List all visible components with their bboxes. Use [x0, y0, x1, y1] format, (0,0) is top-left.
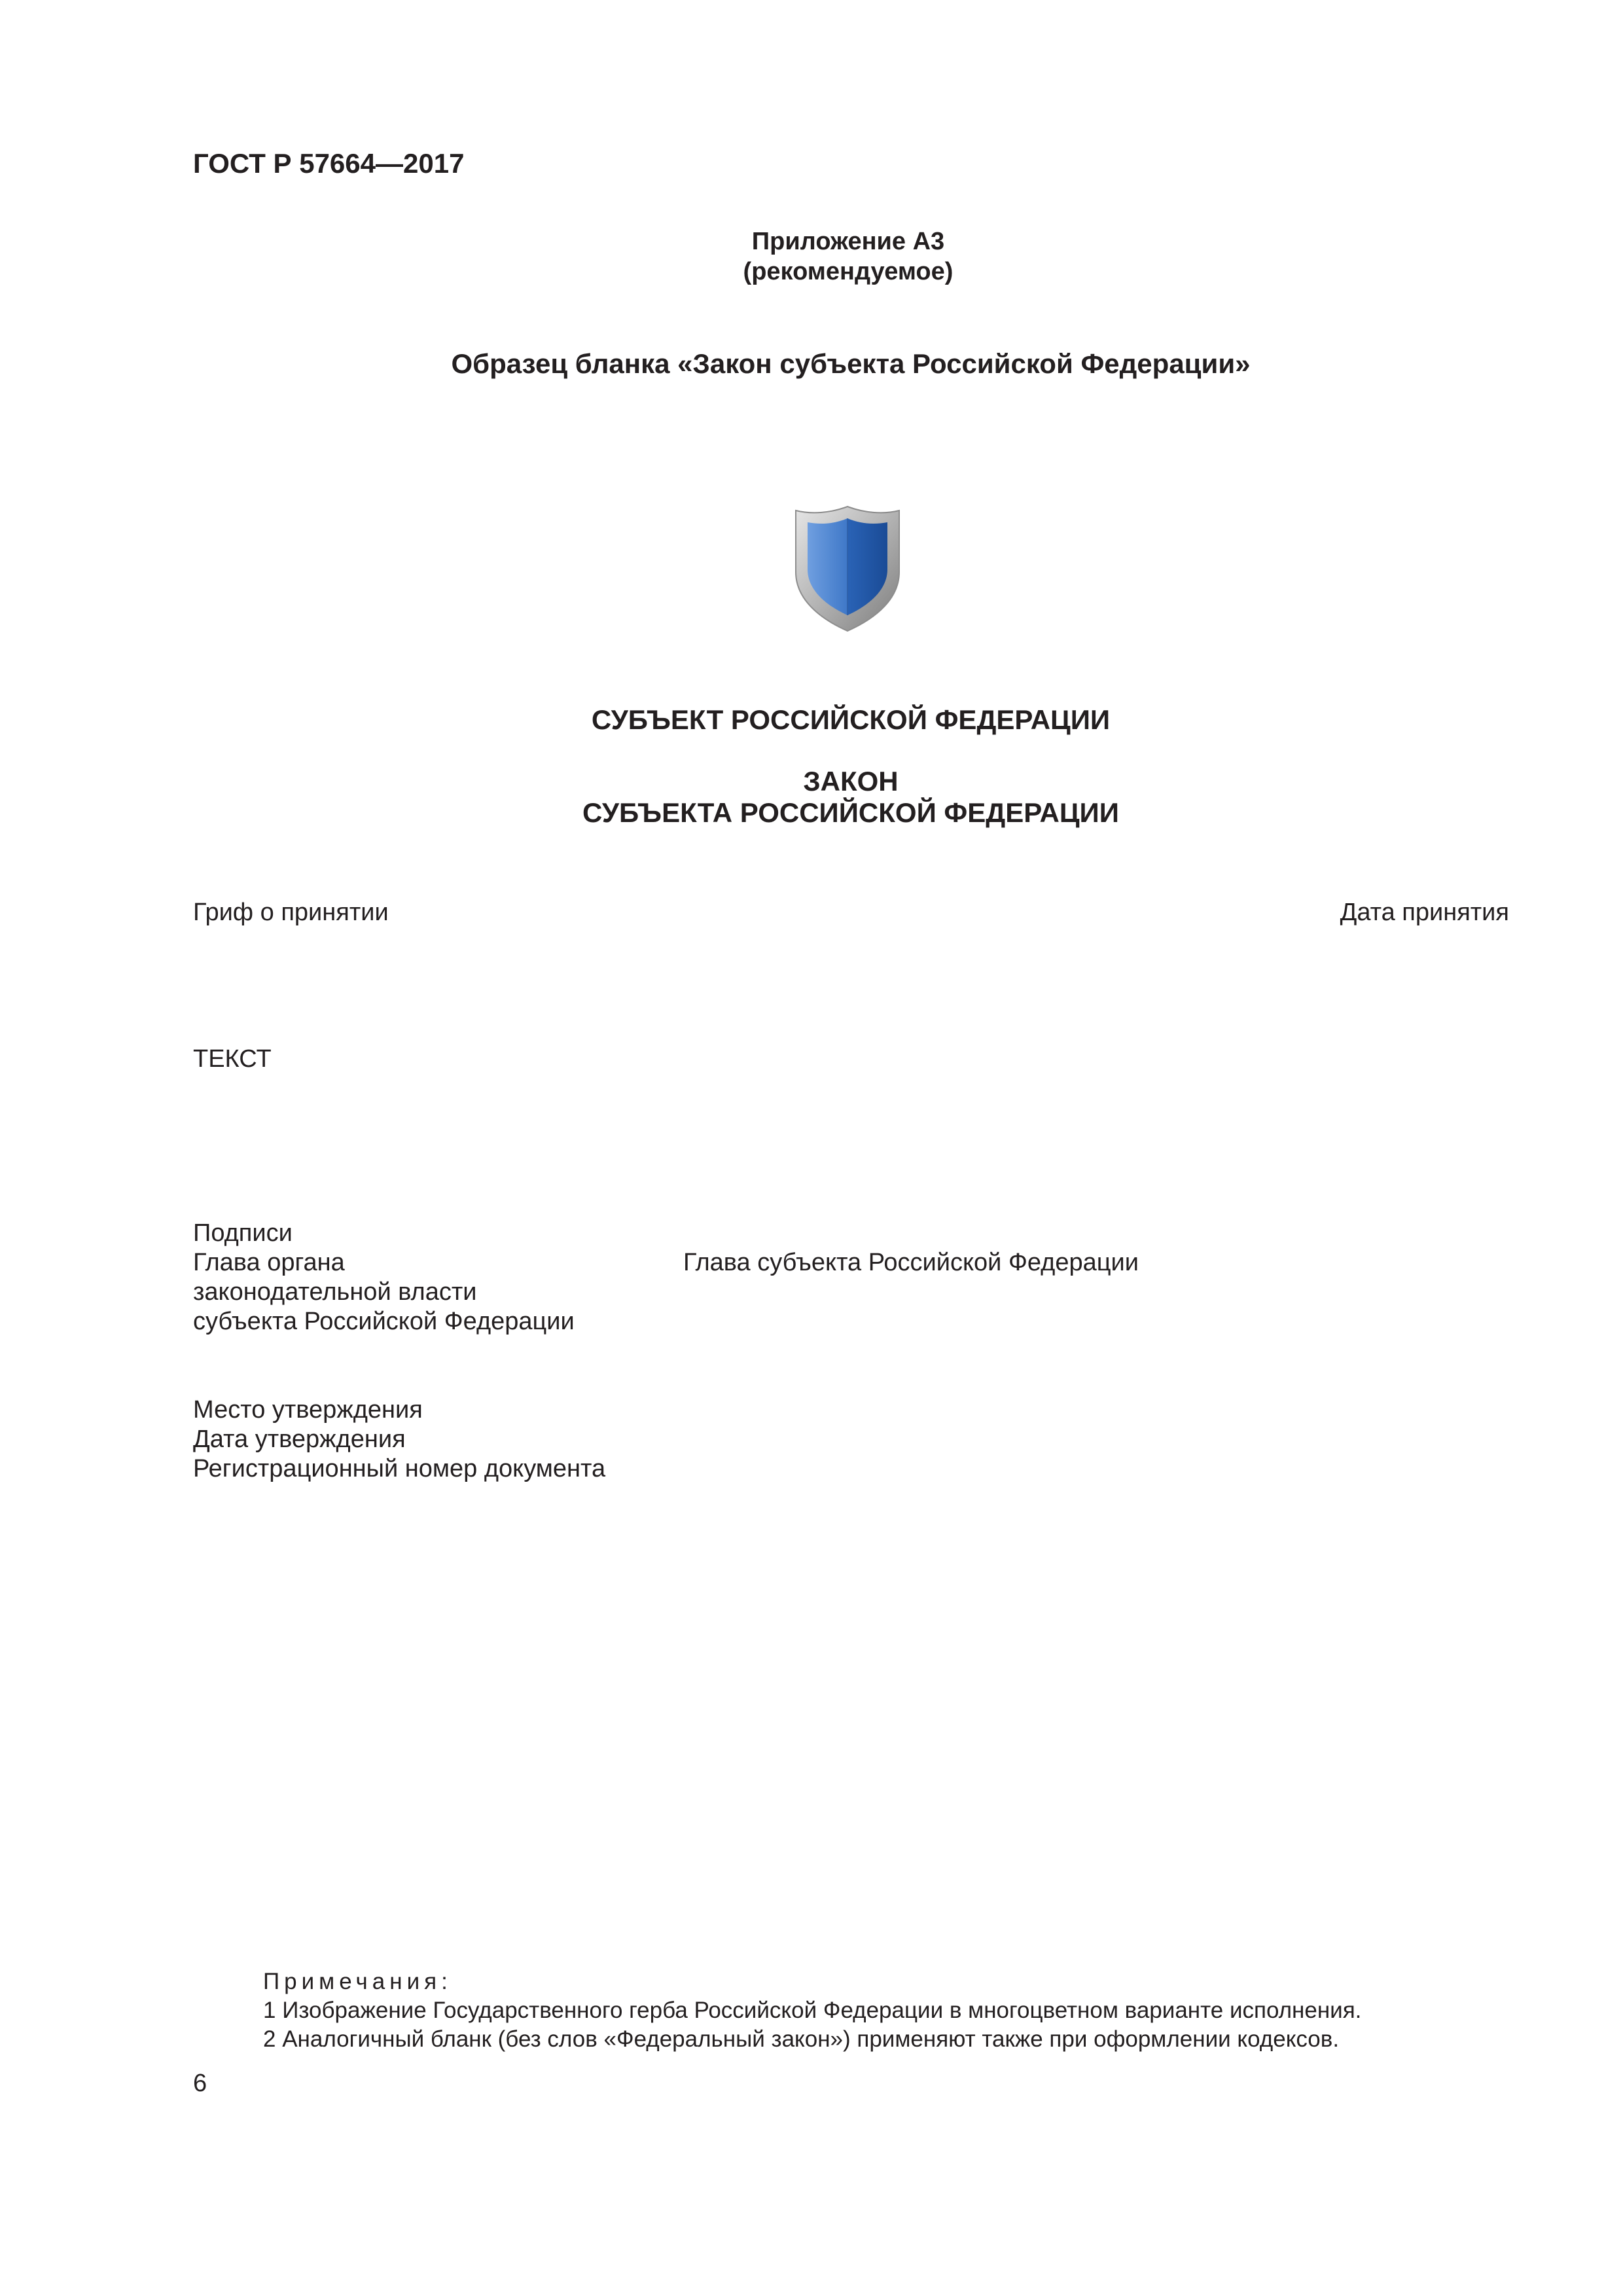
page-number: 6: [193, 2070, 207, 2097]
registration-number: Регистрационный номер документа: [193, 1455, 606, 1482]
legislative-head-line: законодательной власти: [193, 1278, 477, 1306]
approval-block: [193, 1395, 605, 1484]
appendix-status: (рекомендуемое): [743, 258, 954, 285]
signatures-block: [193, 1219, 575, 1336]
legislative-head-line: субъекта Российской Федерации: [193, 1308, 575, 1335]
approval-date: Дата утверждения: [193, 1426, 406, 1453]
adoption-mark: Гриф о принятии: [193, 899, 389, 926]
approval-place: Место утверждения: [193, 1396, 423, 1424]
signatures-title: Подписи: [193, 1219, 293, 1247]
notes-block: [263, 1967, 1361, 2054]
appendix-heading: [678, 226, 1018, 287]
form-title: Образец бланка «Закон субъекта Российской Федерации»: [451, 348, 1251, 379]
note-item: 1 Изображение Государственного герба Российской Федерации в многоцветном варианте исполнения.: [263, 1998, 1362, 2023]
adoption-date: Дата принятия: [1340, 899, 1509, 926]
law-title: [458, 766, 1243, 829]
subject-name: СУБЪЕКТ РОССИЙСКОЙ ФЕДЕРАЦИИ: [591, 704, 1111, 735]
notes-title: Примечания:: [263, 1969, 452, 1994]
legislative-head-line: Глава органа: [193, 1249, 345, 1276]
note-item: 2 Аналогичный бланк (без слов «Федеральный закон») применяют также при оформлении кодексов.: [263, 2026, 1340, 2052]
shield-emblem-icon: [793, 505, 902, 632]
appendix-title: Приложение А3: [751, 228, 945, 255]
standard-number: ГОСТ Р 57664—2017: [193, 148, 465, 179]
law-title-line2: СУБЪЕКТА РОССИЙСКОЙ ФЕДЕРАЦИИ: [582, 797, 1119, 828]
law-title-line1: ЗАКОН: [803, 766, 899, 797]
subject-head-signature: Глава субъекта Российской Федерации: [683, 1249, 1139, 1276]
text-placeholder: ТЕКСТ: [193, 1045, 272, 1073]
